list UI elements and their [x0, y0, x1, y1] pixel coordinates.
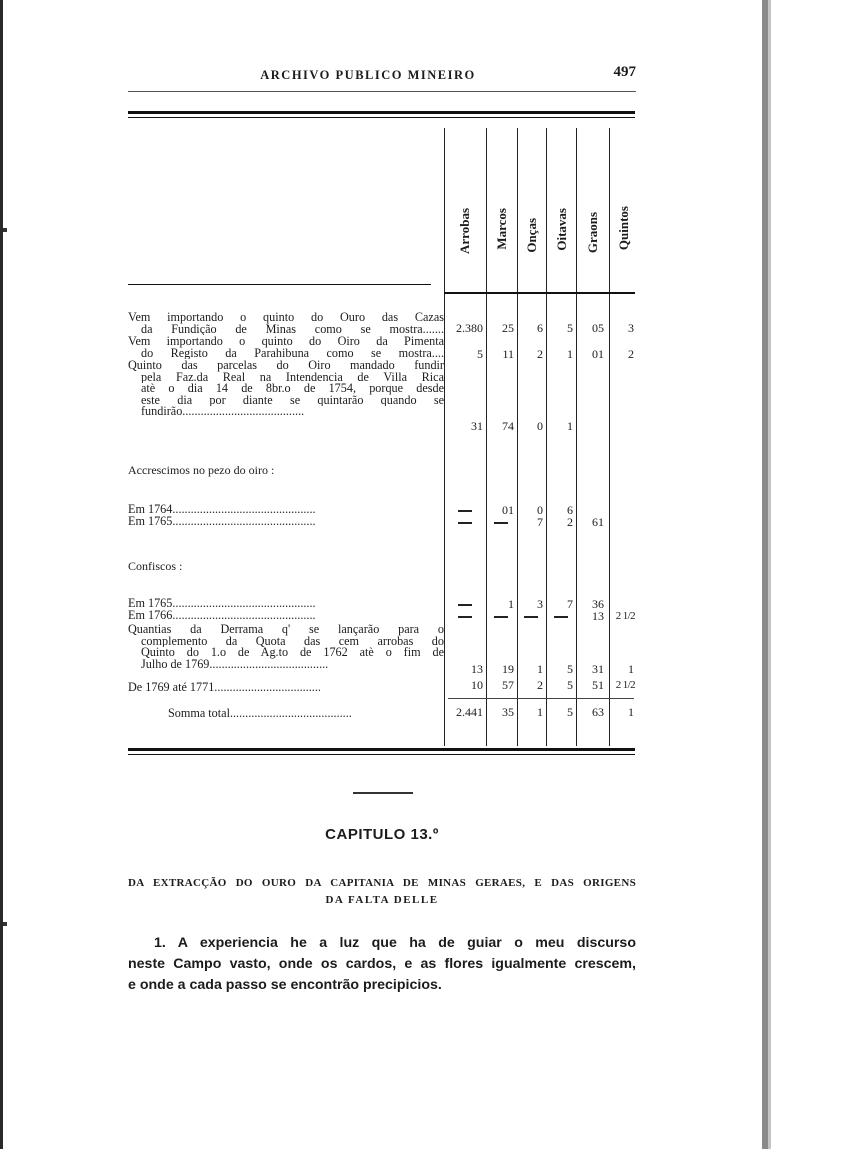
chapter-subtitle-continued: DA FALTA DELLE — [325, 894, 439, 906]
row-label — [128, 598, 444, 610]
row-label-line: Vem importando o quinto do Ouro das Cazas — [128, 312, 444, 324]
row-label — [128, 336, 444, 359]
cell-graons: 13 — [592, 609, 604, 623]
paragraph-line: neste Campo vasto, onde os cardos, e as flores igualmente crescem, — [128, 956, 636, 972]
cell-graons: 05 — [592, 321, 604, 335]
dash-mark — [494, 522, 508, 524]
header-bottom-rule — [444, 292, 635, 294]
row-label — [128, 360, 444, 418]
cell-oncas: 6 — [537, 321, 543, 335]
cell-graons: 63 — [592, 705, 604, 719]
row-label-line: Quinto do 1.o de Ag.to de 1762 atè o fim de — [141, 647, 444, 659]
header-rule — [128, 91, 636, 92]
cell-graons: 01 — [592, 347, 604, 361]
column-divider — [576, 128, 577, 746]
row-label — [128, 624, 444, 670]
dash-mark — [458, 616, 472, 618]
dash-mark — [458, 522, 472, 524]
chapter-title: CAPITULO 13.º — [325, 826, 439, 843]
cell-oitavas: 6 — [567, 503, 573, 517]
row-label-line: atè o dia 14 de 8br.o de 1754, porque desde — [141, 383, 444, 395]
row-label-line: Quinto das parcelas do Oiro mandado fundir — [128, 360, 444, 372]
column-header-graons: Graons — [585, 212, 600, 254]
cell-oncas: 0 — [537, 503, 543, 517]
running-header — [128, 64, 636, 94]
cell-oitavas: 5 — [567, 705, 573, 719]
section-heading-accrescimos: Accrescimos no pezo do oiro : — [128, 463, 275, 477]
label-column-rule — [128, 284, 431, 285]
column-divider — [546, 128, 547, 746]
cell-quintos: 1 — [628, 705, 634, 719]
gold-ledger-table — [128, 108, 635, 768]
cell-oncas: 1 — [537, 705, 543, 719]
dash-mark — [458, 510, 472, 512]
cell-oitavas: 5 — [567, 662, 573, 676]
row-label-line: Julho de 1769....................................... — [141, 658, 329, 671]
page-right-edge-shadow — [768, 0, 771, 1149]
row-label-line: da Fundição de Minas como se mostra....... — [141, 323, 444, 336]
section-heading-confiscos: Confiscos : — [128, 559, 183, 573]
cell-quintos: 2 1/2 — [615, 610, 635, 622]
cell-arrobas: 5 — [477, 347, 483, 361]
cell-oitavas: 1 — [567, 419, 573, 433]
row-label — [128, 312, 444, 335]
cell-graons: 31 — [592, 662, 604, 676]
row-label-line: pela Faz.da Real na Intendencia de Villa Rica — [141, 371, 444, 384]
paragraph-line: e onde a cada passo se encontrão precipicios. — [128, 977, 442, 993]
row-label — [128, 682, 444, 694]
paragraph-line: 1. A experiencia he a luz que ha de guiar o meu discurso — [154, 935, 636, 951]
cell-oncas: 3 — [537, 597, 543, 611]
cell-oncas: 1 — [537, 662, 543, 676]
cell-arrobas: 2.441 — [456, 705, 483, 719]
cell-arrobas: 2.380 — [456, 321, 483, 335]
cell-marcos: 01 — [502, 503, 514, 517]
column-header-arrobas: Arrobas — [457, 208, 472, 254]
table-top-rule — [128, 111, 635, 114]
row-label — [128, 516, 444, 528]
section-separator — [353, 792, 413, 794]
chapter-paragraph — [128, 933, 636, 996]
total-rule — [448, 698, 634, 699]
cell-oitavas: 5 — [567, 678, 573, 692]
cell-marcos: 74 — [502, 419, 514, 433]
cell-quintos: 2 — [628, 347, 634, 361]
table-top-rule-thin — [128, 117, 635, 118]
row-label-line: fundirão........................................ — [141, 406, 305, 418]
dash-mark — [494, 616, 508, 618]
cell-marcos: 35 — [502, 705, 514, 719]
cell-graons: 61 — [592, 515, 604, 529]
cell-oncas: 0 — [537, 419, 543, 433]
cell-graons: 51 — [592, 678, 604, 692]
page-number: 497 — [613, 64, 636, 80]
column-divider — [444, 128, 445, 746]
cell-arrobas: 13 — [471, 662, 483, 676]
edge-mark — [3, 922, 7, 926]
cell-oitavas: 5 — [567, 321, 573, 335]
column-header-quintos: Quintos — [616, 206, 631, 251]
running-header-title: ARCHIVO PUBLICO MINEIRO — [260, 68, 476, 82]
cell-graons: 36 — [592, 597, 604, 611]
cell-marcos: 1 — [508, 597, 514, 611]
cell-marcos: 19 — [502, 662, 514, 676]
row-label — [128, 610, 444, 622]
cell-oncas: 7 — [537, 515, 543, 529]
cell-arrobas: 10 — [471, 678, 483, 692]
row-label-line: Em 1765............................................... — [128, 516, 316, 528]
cell-oitavas: 7 — [567, 597, 573, 611]
column-divider — [609, 128, 610, 746]
row-label-line: Em 1765............................................... — [128, 598, 316, 610]
row-label — [168, 708, 444, 720]
cell-marcos: 11 — [502, 347, 514, 361]
cell-oncas: 2 — [537, 678, 543, 692]
cell-oitavas: 1 — [567, 347, 573, 361]
cell-marcos: 25 — [502, 321, 514, 335]
cell-oncas: 2 — [537, 347, 543, 361]
row-label — [128, 504, 444, 516]
dash-mark — [524, 616, 538, 618]
row-label-line: complemento da Quota das cem arrobas do — [141, 635, 444, 648]
cell-quintos: 2 1/2 — [615, 679, 635, 691]
table-bottom-rule-thin — [128, 754, 635, 755]
row-label-line: Somma total........................................ — [168, 708, 352, 720]
cell-marcos: 57 — [502, 678, 514, 692]
column-header-oncas: Onças — [524, 218, 539, 253]
table-bottom-rule — [128, 748, 635, 751]
cell-arrobas: 31 — [471, 419, 483, 433]
page-left-edge — [0, 0, 3, 1149]
chapter-subtitle: DA EXTRACÇÃO DO OURO DA CAPITANIA DE MINAS GERAES, E DAS ORIGENS — [128, 877, 636, 889]
row-label-line: Quantias da Derrama q' se lançarão para o — [128, 624, 444, 636]
dash-mark — [458, 604, 472, 606]
row-label-line: Vem importando o quinto do Oiro da Pimenta — [128, 336, 444, 348]
row-label-line: do Registo da Parahibuna como se mostra.... — [141, 347, 444, 360]
row-label-line: Em 1766............................................... — [128, 610, 316, 622]
row-label-line: De 1769 até 1771................................... — [128, 682, 321, 694]
cell-quintos: 1 — [628, 662, 634, 676]
column-header-marcos: Marcos — [494, 208, 509, 250]
cell-quintos: 3 — [628, 321, 634, 335]
column-divider — [486, 128, 487, 746]
row-label-line: Em 1764............................................... — [128, 504, 316, 516]
row-label-line: este dia por diante se quintarão quando se — [141, 394, 444, 407]
dash-mark — [554, 616, 568, 618]
edge-mark — [3, 228, 7, 232]
column-divider — [517, 128, 518, 746]
cell-oitavas: 2 — [567, 515, 573, 529]
column-header-oitavas: Oitavas — [554, 208, 569, 251]
